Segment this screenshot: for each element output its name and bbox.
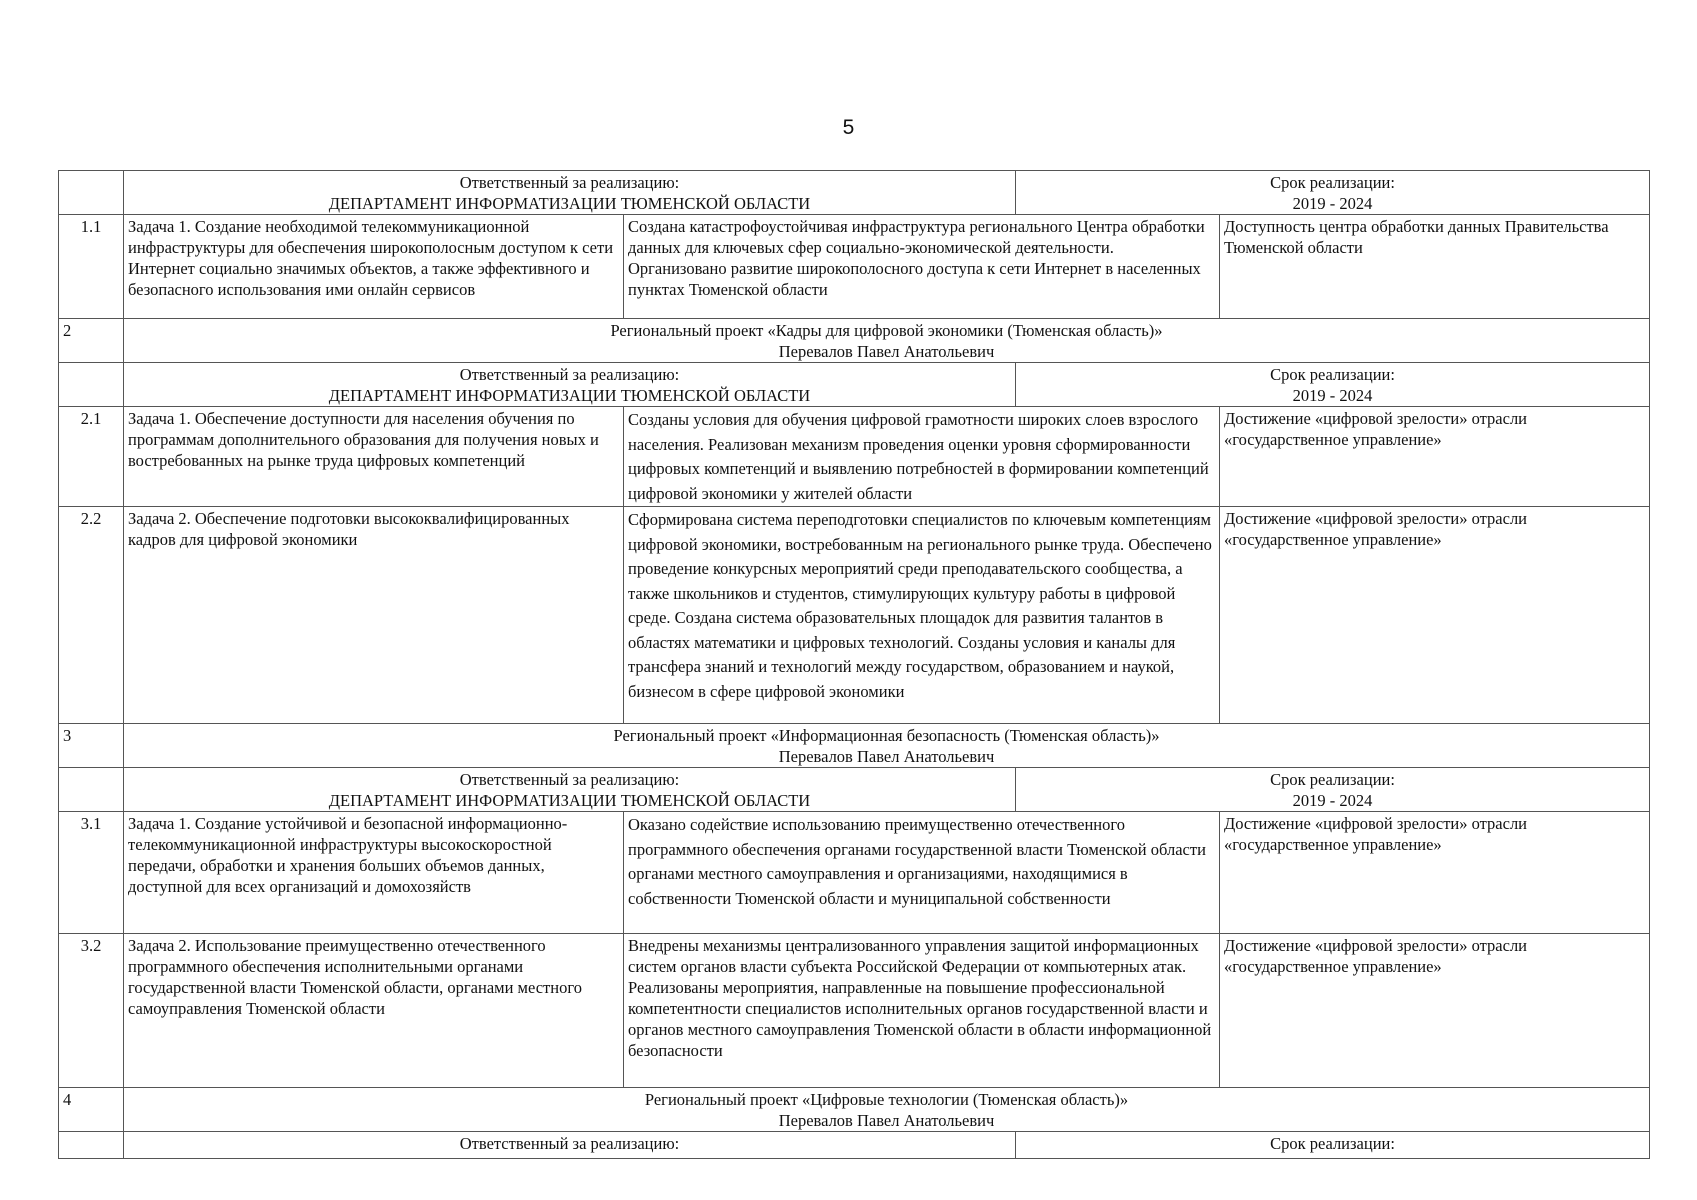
- task-row: [59, 507, 1650, 724]
- task-row: [59, 407, 1650, 507]
- project-number: 4: [59, 1088, 124, 1132]
- task-result: Сформирована система переподготовки специалистов по ключевым компетенциям цифровой экономики, востребованным на регионального рынке труда. Обеспечено проведение конкурсных мероприятий среди преподавательского сообщества, а также школьников и студентов, стимулирующих культуру работы в цифровой среде. Создана система образовательных площадок для развития талантов в областях математики и цифровых технологий. Созданы условия и каналы для трансфера знаний и технологий между государством, образованием и наукой, бизнесом в сфере цифровой экономики: [624, 507, 1220, 724]
- responsible-label: Ответственный за реализацию:: [459, 1134, 680, 1153]
- empty-num-cell: [59, 768, 124, 812]
- implementation-plan-table: [58, 170, 1650, 1159]
- task-row: [59, 934, 1650, 1088]
- project-cell: [124, 1088, 1650, 1132]
- project-number: 3: [59, 724, 124, 768]
- term-cell: [1016, 363, 1650, 407]
- task-result: Созданы условия для обучения цифровой грамотности широких слоев взрослого населения. Реализован механизм проведения оценки уровня сформированности цифровых компетенций и выявлению потребностей в формировании компетенций цифровой экономики у жителей области: [624, 407, 1220, 507]
- project-cell: [124, 319, 1650, 363]
- responsible-department: ДЕПАРТАМЕНТ ИНФОРМАТИЗАЦИИ ТЮМЕНСКОЙ ОБЛАСТИ: [328, 194, 811, 213]
- task-indicator: Достижение «цифровой зрелости» отрасли «государственное управление»: [1220, 407, 1650, 507]
- project-row: [59, 1088, 1650, 1132]
- responsible-label: Ответственный за реализацию:: [459, 365, 680, 384]
- responsible-label: Ответственный за реализацию:: [459, 770, 680, 789]
- project-person: Перевалов Павел Анатольевич: [778, 342, 995, 361]
- task-description: Задача 1. Обеспечение доступности для населения обучения по программам дополнительного образования для получения новых и востребованных на рынке труда цифровых компетенций: [124, 407, 624, 507]
- project-row: [59, 319, 1650, 363]
- term-cell: [1016, 1132, 1650, 1159]
- task-row: [59, 215, 1650, 319]
- task-indicator: Достижение «цифровой зрелости» отрасли «государственное управление»: [1220, 934, 1650, 1088]
- task-description: Задача 2. Использование преимущественно отечественного программного обеспечения исполнительными органами государственной власти Тюменской области, органами местного самоуправления Тюменской области: [124, 934, 624, 1088]
- term-label: Срок реализации:: [1270, 1134, 1395, 1153]
- term-value: 2019 - 2024: [1292, 791, 1373, 810]
- term-cell: [1016, 768, 1650, 812]
- task-indicator: Доступность центра обработки данных Правительства Тюменской области: [1220, 215, 1650, 319]
- term-cell: [1016, 171, 1650, 215]
- responsible-row: [59, 171, 1650, 215]
- term-value: 2019 - 2024: [1292, 194, 1373, 213]
- empty-num-cell: [59, 1132, 124, 1159]
- page-number: 5: [842, 116, 855, 139]
- responsible-row: [59, 1132, 1650, 1159]
- project-person: Перевалов Павел Анатольевич: [778, 747, 995, 766]
- project-row: [59, 724, 1650, 768]
- task-description: Задача 1. Создание устойчивой и безопасной информационно-телекоммуникационной инфраструктуры высокоскоростной передачи, обработки и хранения больших объемов данных, доступной для всех организаций и домохозяйств: [124, 812, 624, 934]
- task-number: 2.2: [59, 507, 124, 724]
- task-number: 1.1: [59, 215, 124, 319]
- task-result: Оказано содействие использованию преимущественно отечественного программного обеспечения органами государственной власти Тюменской области органами местного самоуправления и организациями, находящимися в собственности Тюменской области и муниципальной собственности: [624, 812, 1220, 934]
- responsible-row: [59, 768, 1650, 812]
- responsible-label: Ответственный за реализацию:: [459, 173, 680, 192]
- project-cell: [124, 724, 1650, 768]
- task-indicator: Достижение «цифровой зрелости» отрасли «государственное управление»: [1220, 812, 1650, 934]
- task-description: Задача 1. Создание необходимой телекоммуникационной инфраструктуры для обеспечения широкополосным доступом к сети Интернет социально значимых объектов, а также эффективного и безопасного использования ими онлайн сервисов: [124, 215, 624, 319]
- term-label: Срок реализации:: [1270, 365, 1395, 384]
- project-title: Региональный проект «Цифровые технологии (Тюменская область)»: [644, 1090, 1129, 1109]
- term-value: 2019 - 2024: [1292, 386, 1373, 405]
- responsible-cell: [124, 363, 1016, 407]
- task-number: 3.2: [59, 934, 124, 1088]
- responsible-cell: [124, 171, 1016, 215]
- term-label: Срок реализации:: [1270, 173, 1395, 192]
- task-description: Задача 2. Обеспечение подготовки высококвалифицированных кадров для цифровой экономики: [124, 507, 624, 724]
- empty-num-cell: [59, 171, 124, 215]
- project-number: 2: [59, 319, 124, 363]
- task-result: Внедрены механизмы централизованного управления защитой информационных систем органов власти субъекта Российской Федерации от компьютерных атак. Реализованы мероприятия, направленные на повышение профессиональной компетентности специалистов исполнительных органов государственной власти и органов местного самоуправления Тюменской области в области информационной безопасности: [624, 934, 1220, 1088]
- term-label: Срок реализации:: [1270, 770, 1395, 789]
- responsible-cell: [124, 1132, 1016, 1159]
- responsible-row: [59, 363, 1650, 407]
- responsible-department: ДЕПАРТАМЕНТ ИНФОРМАТИЗАЦИИ ТЮМЕНСКОЙ ОБЛАСТИ: [328, 791, 811, 810]
- project-person: Перевалов Павел Анатольевич: [778, 1111, 995, 1130]
- task-indicator: Достижение «цифровой зрелости» отрасли «государственное управление»: [1220, 507, 1650, 724]
- task-row: [59, 812, 1650, 934]
- responsible-cell: [124, 768, 1016, 812]
- responsible-department: ДЕПАРТАМЕНТ ИНФОРМАТИЗАЦИИ ТЮМЕНСКОЙ ОБЛАСТИ: [328, 386, 811, 405]
- project-title: Региональный проект «Кадры для цифровой экономики (Тюменская область)»: [610, 321, 1163, 340]
- empty-num-cell: [59, 363, 124, 407]
- task-number: 2.1: [59, 407, 124, 507]
- task-result: Создана катастрофоустойчивая инфраструктура регионального Центра обработки данных для ключевых сфер социально-экономической деятельности. Организовано развитие широкополосного доступа к сети Интернет в населенных пунктах Тюменской области: [624, 215, 1220, 319]
- project-title: Региональный проект «Информационная безопасность (Тюменская область)»: [613, 726, 1160, 745]
- task-number: 3.1: [59, 812, 124, 934]
